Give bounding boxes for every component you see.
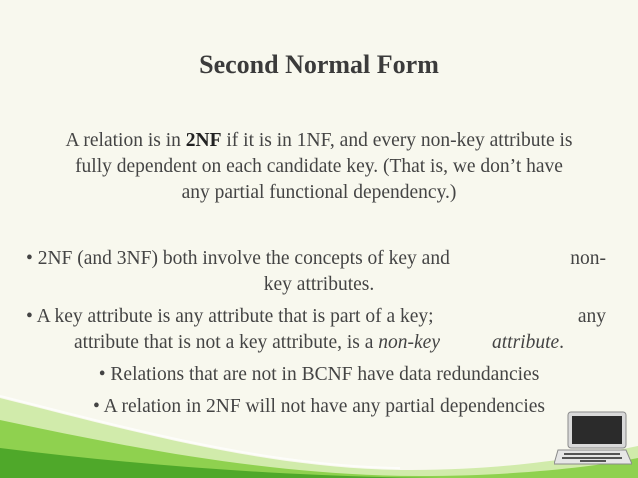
bullet-item-3: • Relations that are not in BCNF have data redundancies [98,364,540,385]
bullet-2-line-1 [18,304,620,330]
intro-paragraph [22,128,616,206]
laptop-icon [554,410,632,468]
intro-line-2: fully dependent on each candidate key. (That is, we don’t have [75,156,563,177]
slide-title: Second Normal Form [199,50,439,79]
bullet-item-2 [18,304,620,356]
bullet-2-line-2 [18,330,620,356]
bullet-2-text-left: • A key attribute is any attribute that is part of a key; [26,306,434,327]
bullet-2-text-right: any [577,306,606,327]
bullet-1-text-left: • 2NF (and 3NF) both involve the concepts of key and [26,248,450,269]
bullet-1-line-1 [18,246,620,272]
intro-text-a: A relation is in [65,130,186,151]
intro-line-3: any partial functional dependency.) [181,182,457,203]
bullet-1-text-right: non- [570,248,606,269]
bullet-item-1 [18,246,620,298]
bullet-2-text-a: attribute that is not a key attribute, is a [73,332,379,353]
intro-text-b: if it is in 1NF, and every non-key attribute is [221,130,573,151]
bullet-item-4: • A relation in 2NF will not have any partial dependencies [93,396,545,417]
intro-line-1 [22,128,616,154]
green-wave-decoration [0,358,638,478]
bullet-2-italic-attribute: attribute [492,332,560,353]
bullet-2-period: . [559,332,565,353]
bullet-1-line-2: key attributes. [263,274,375,295]
intro-bold-2nf: 2NF [185,130,222,151]
bullet-2-italic-nonkey: non-key [378,332,440,353]
